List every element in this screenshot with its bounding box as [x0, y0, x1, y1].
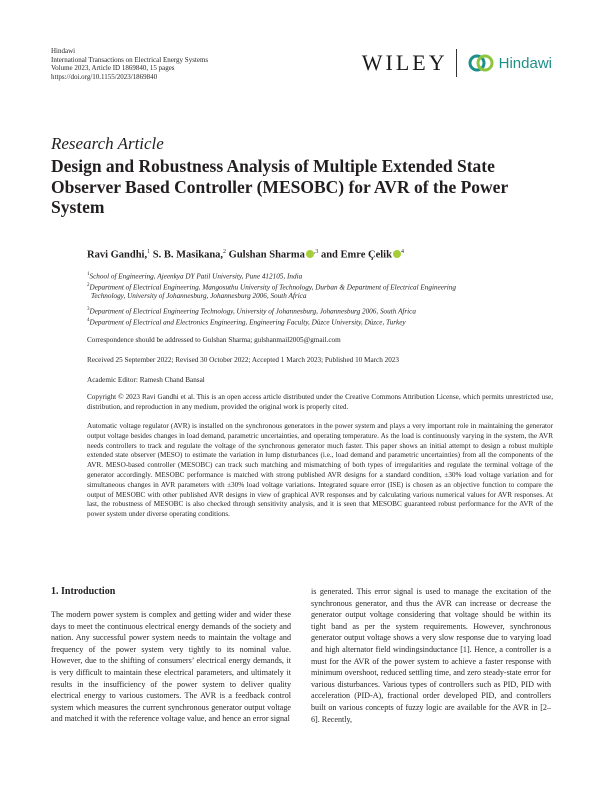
copyright-notice: Copyright © 2023 Ravi Gandhi et al. This is an open access article distributed under the Creative Commons Attribution License, which permits unrestricted use, distribution, and reproduction in any medium, provided the original work is properly cited. [87, 393, 553, 411]
author-name: S. B. Masikana, [152, 249, 224, 261]
author-affiliation-ref: ,3 [313, 249, 319, 255]
article-type: Research Article [51, 134, 164, 153]
author-affiliation-ref: 1 [147, 249, 151, 255]
publisher-logos [362, 48, 552, 78]
affiliation-text: Department of Electrical Engineering, Mangosuthu University of Technology, Durban & Department of Electrical Engineering [89, 283, 456, 292]
orcid-icon[interactable] [393, 250, 401, 258]
publisher-name: Hindawi [51, 47, 76, 55]
orcid-icon[interactable] [306, 250, 314, 258]
hindawi-logo-text: Hindawi [498, 54, 552, 72]
affiliation-3 [87, 305, 557, 316]
affiliation-number: 1 [87, 272, 90, 277]
journal-metadata [51, 47, 208, 81]
author-affiliation-ref: 4 [400, 249, 404, 255]
section-heading: 1. Introduction [51, 586, 116, 597]
logo-divider [456, 49, 457, 77]
affiliation-1 [87, 270, 557, 281]
author-name: Gulshan Sharma [228, 249, 305, 261]
doi-link[interactable]: https://doi.org/10.1155/2023/1869840 [51, 72, 158, 81]
volume-line: Volume 2023, Article ID 1869840, 15 pages [51, 64, 175, 73]
affiliation-4 [87, 316, 557, 327]
abstract: Automatic voltage regulator (AVR) is installed on the synchronous generators in the power system and plays a very important role in maintaining the generator output voltage besides changes in load demand, parametric uncertainties, and operating temperature. As the load is continuously varying in the system, the AVR needs controllers to track and regulate the voltage of the synchronous generator much faster. This paper shows an initial attempt to design a robust multiple extended state observer (MESO) to estimate the variation in lump disturbances (i.e., load demand and parametric uncertainties) from all the components of the AVR. MESO-based controller (MESOBC) can track such matching and mismatching of both types of irregularities and regulate the terminal voltage of the generator accordingly. MESOBC performance is matched with strong published AVR designs for a standard condition, ±30% load voltage variation and for simultaneous changes in AVR parameters with ±30% load voltage variations. Integrated square error (ISE) is chosen as an objective function to compare the output of MESOBC with other published AVR designs in view of graphical AVR responses and by calculating various numerical values for AVR responses. At last, the robustness of MESOBC is also checked through sensitivity analysis, and it is seen that MESOBC guaranteed robust performance for the AVR of the power system under diverse operating conditions. [87, 422, 553, 519]
affiliation-number: 3 [87, 307, 90, 312]
affiliation-number: 2 [87, 283, 90, 288]
author-affiliation-ref: 2 [223, 249, 227, 255]
correspondence: Correspondence should be addressed to Gulshan Sharma; gulshanmail2005@gmail.com [87, 336, 341, 344]
academic-editor: Academic Editor: Ramesh Chand Bansal [87, 376, 205, 384]
wiley-logo: WILEY [361, 50, 448, 75]
affiliation-2 [87, 281, 557, 301]
author-list [87, 249, 404, 261]
affiliation-text: Department of Electrical Engineering Technology, University of Johannesburg, Johannesburg 2006, South Africa [89, 307, 416, 316]
article-title: Design and Robustness Analysis of Multiple Extended State Observer Based Controller (MESOBC) for AVR of the Power System [51, 156, 508, 217]
author-separator: and [318, 249, 341, 261]
hindawi-logo-icon [467, 53, 495, 73]
affiliation-text-continued: Technology, University of Johannesburg, Johannesburg 2006, South Africa [91, 292, 307, 301]
publication-dates: Received 25 September 2022; Revised 30 October 2022; Accepted 1 March 2023; Published 10 March 2023 [87, 356, 399, 364]
affiliation-text: Department of Electrical and Electronics Engineering, Engineering Faculty, Düzce University, Düzce, Turkey [89, 318, 406, 327]
journal-name: International Transactions on Electrical Energy Systems [51, 55, 209, 64]
author-name: Ravi Gandhi, [87, 249, 148, 261]
body-column-right: is generated. This error signal is used to manage the excitation of the synchronous generator, and thus the AVR can increase or decrease the generator output voltage considering that voltage should be within its tight band as per the system requirements. However, synchronous generator output voltage shows a very slow response due to varying load and high alternator field windingsinductance [1]. Hence, a controller is a must for the AVR of the power system to achieve a faster response with minimum overshoot, reduced settling time, and zero steady-state error for various disturbances. Various types of controllers such as PID, PID with acceleration (PID-A), fractional order developed PID, and controllers built on various concepts of fuzzy logic are available for the AVR in [2–6]. Recently, [311, 587, 551, 724]
affiliation-text: School of Engineering, Ajeenkya DY Patil University, Pune 412105, India [89, 272, 303, 281]
author-name: Emre Çelik [340, 249, 392, 261]
body-column-left: The modern power system is complex and getting wider and wider these days to meet the continuous electrical energy demands of the society and nation. Any successful power system needs to maintain the voltage and frequency of the power system very tightly to its nominal value. However, due to the shifting of consumers’ electrical energy demands, it is very difficult to maintain these electrical parameters, and ultimately it results in the insufficiency of the power system to deliver quality electrical energy to various customers. The AVR is a feedback control system which measures the current synchronous generator output voltage and matched it with the reference voltage value, and hence an error signal [51, 610, 291, 724]
affiliation-number: 4 [87, 318, 90, 323]
